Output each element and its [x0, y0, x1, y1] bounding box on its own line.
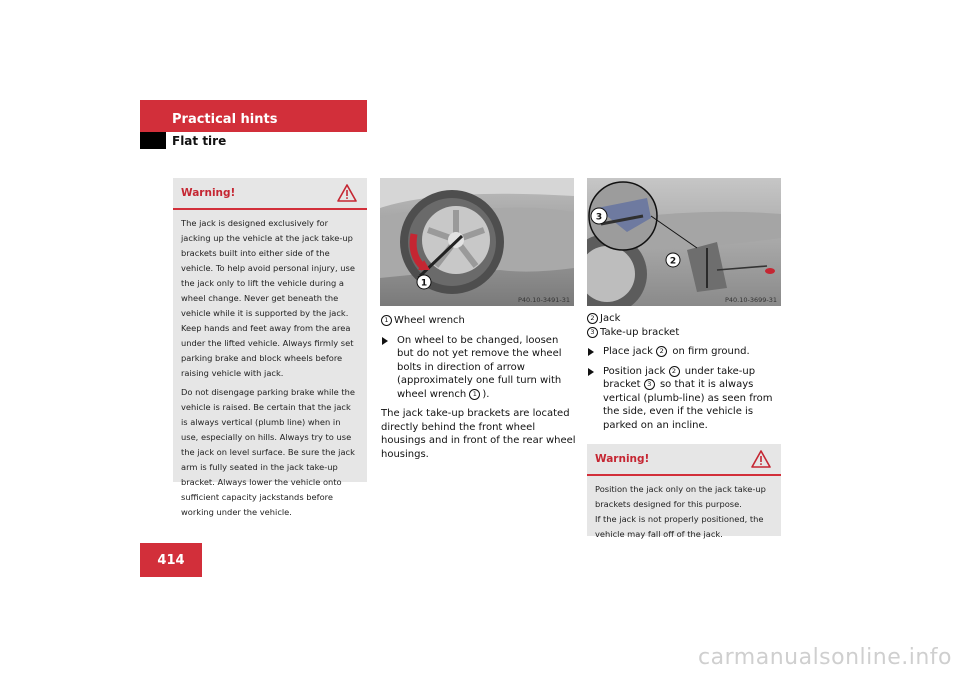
- step-bullet: [381, 334, 576, 402]
- callout-number: 3: [644, 379, 655, 390]
- image-code: P40.10-3491-31: [517, 296, 570, 304]
- warning-body: [173, 210, 367, 530]
- callout-number: 2: [587, 313, 598, 324]
- jack-placement-illustration: [587, 178, 781, 306]
- subsection-title: Flat tire: [172, 134, 227, 148]
- instructions-column-2: [587, 312, 782, 438]
- callout-number: 3: [587, 327, 598, 338]
- warning-box-jack: [173, 178, 367, 517]
- step-text: Position jack: [603, 365, 666, 377]
- warning-box-positioning: [587, 444, 781, 539]
- warning-paragraph: If the jack is not properly positioned, the vehicle may fall off of the jack.: [595, 514, 764, 539]
- legend-item: [381, 314, 576, 328]
- warning-triangle-icon: [751, 449, 771, 469]
- step-text: on firm ground.: [672, 346, 750, 357]
- step-bullet: [587, 365, 782, 433]
- instructions-column-1: [381, 314, 576, 461]
- step-text: On wheel to be changed, loosen but do not yet remove the wheel bolts in direction of arrow (approximately one full turn with wheel wrench: [397, 334, 562, 400]
- image-code: P40.10-3699-31: [724, 296, 777, 304]
- step-text: under take-up bracket: [603, 365, 756, 390]
- step-text: ).: [482, 388, 490, 400]
- callout-number: 1: [381, 315, 392, 326]
- step-text: Place jack: [603, 346, 653, 357]
- page-number: 414: [140, 543, 202, 577]
- warning-triangle-icon: [337, 183, 357, 203]
- legend-text: Take-up bracket: [600, 326, 680, 338]
- step-text: so that it is always vertical (plumb-line) as seen from the side, even if the vehicle is parked on an incline.: [603, 379, 773, 431]
- legend-text: Wheel wrench: [394, 315, 465, 326]
- warning-paragraph: Position the jack only on the jack take-up brackets designed for this purpose.: [595, 484, 766, 509]
- warning-header: [173, 178, 367, 210]
- legend-text: Jack: [600, 313, 621, 324]
- info-paragraph: The jack take-up brackets are located directly behind the front wheel housings and in front of the rear wheel housings.: [381, 408, 576, 460]
- callout-number: 1: [469, 389, 480, 400]
- legend-item: [587, 312, 782, 326]
- wheel-wrench-illustration: [380, 178, 574, 306]
- subsection-marker: [140, 132, 166, 149]
- callout-number: 2: [656, 346, 667, 357]
- warning-paragraph: Do not disengage parking brake while the vehicle is raised. Be certain that the jack is always vertical (plumb line) when in use, especially on hills. Always try to use the jack on level surface. Be sure the jack arm is fully seated in the jack take-up bracket. Always lower the vehicle onto sufficient capacity jackstands before working under the vehicle.: [181, 387, 356, 517]
- callout-1: 1: [420, 278, 428, 289]
- warning-body: [587, 476, 781, 548]
- legend-item: [587, 326, 782, 340]
- callout-3: 3: [595, 212, 603, 223]
- section-title: Practical hints: [172, 112, 278, 127]
- callout-2: 2: [669, 256, 677, 267]
- warning-title: Warning!: [595, 453, 650, 465]
- warning-paragraph: The jack is designed exclusively for jacking up the vehicle at the jack take-up brackets built into either side of the vehicle. To help avoid personal injury, use the jack only to lift the vehicle during a wheel change. Never get beneath the vehicle while it is supported by the jack. Keep hands and feet away from the area under the lifted vehicle. Always firmly set parking brake and block wheels before raising vehicle with jack.: [181, 218, 355, 378]
- callout-number: 2: [669, 366, 680, 377]
- warning-header: [587, 444, 781, 476]
- warning-title: Warning!: [181, 187, 236, 199]
- watermark: carmanualsonline.info: [698, 645, 952, 670]
- step-bullet: [587, 345, 782, 359]
